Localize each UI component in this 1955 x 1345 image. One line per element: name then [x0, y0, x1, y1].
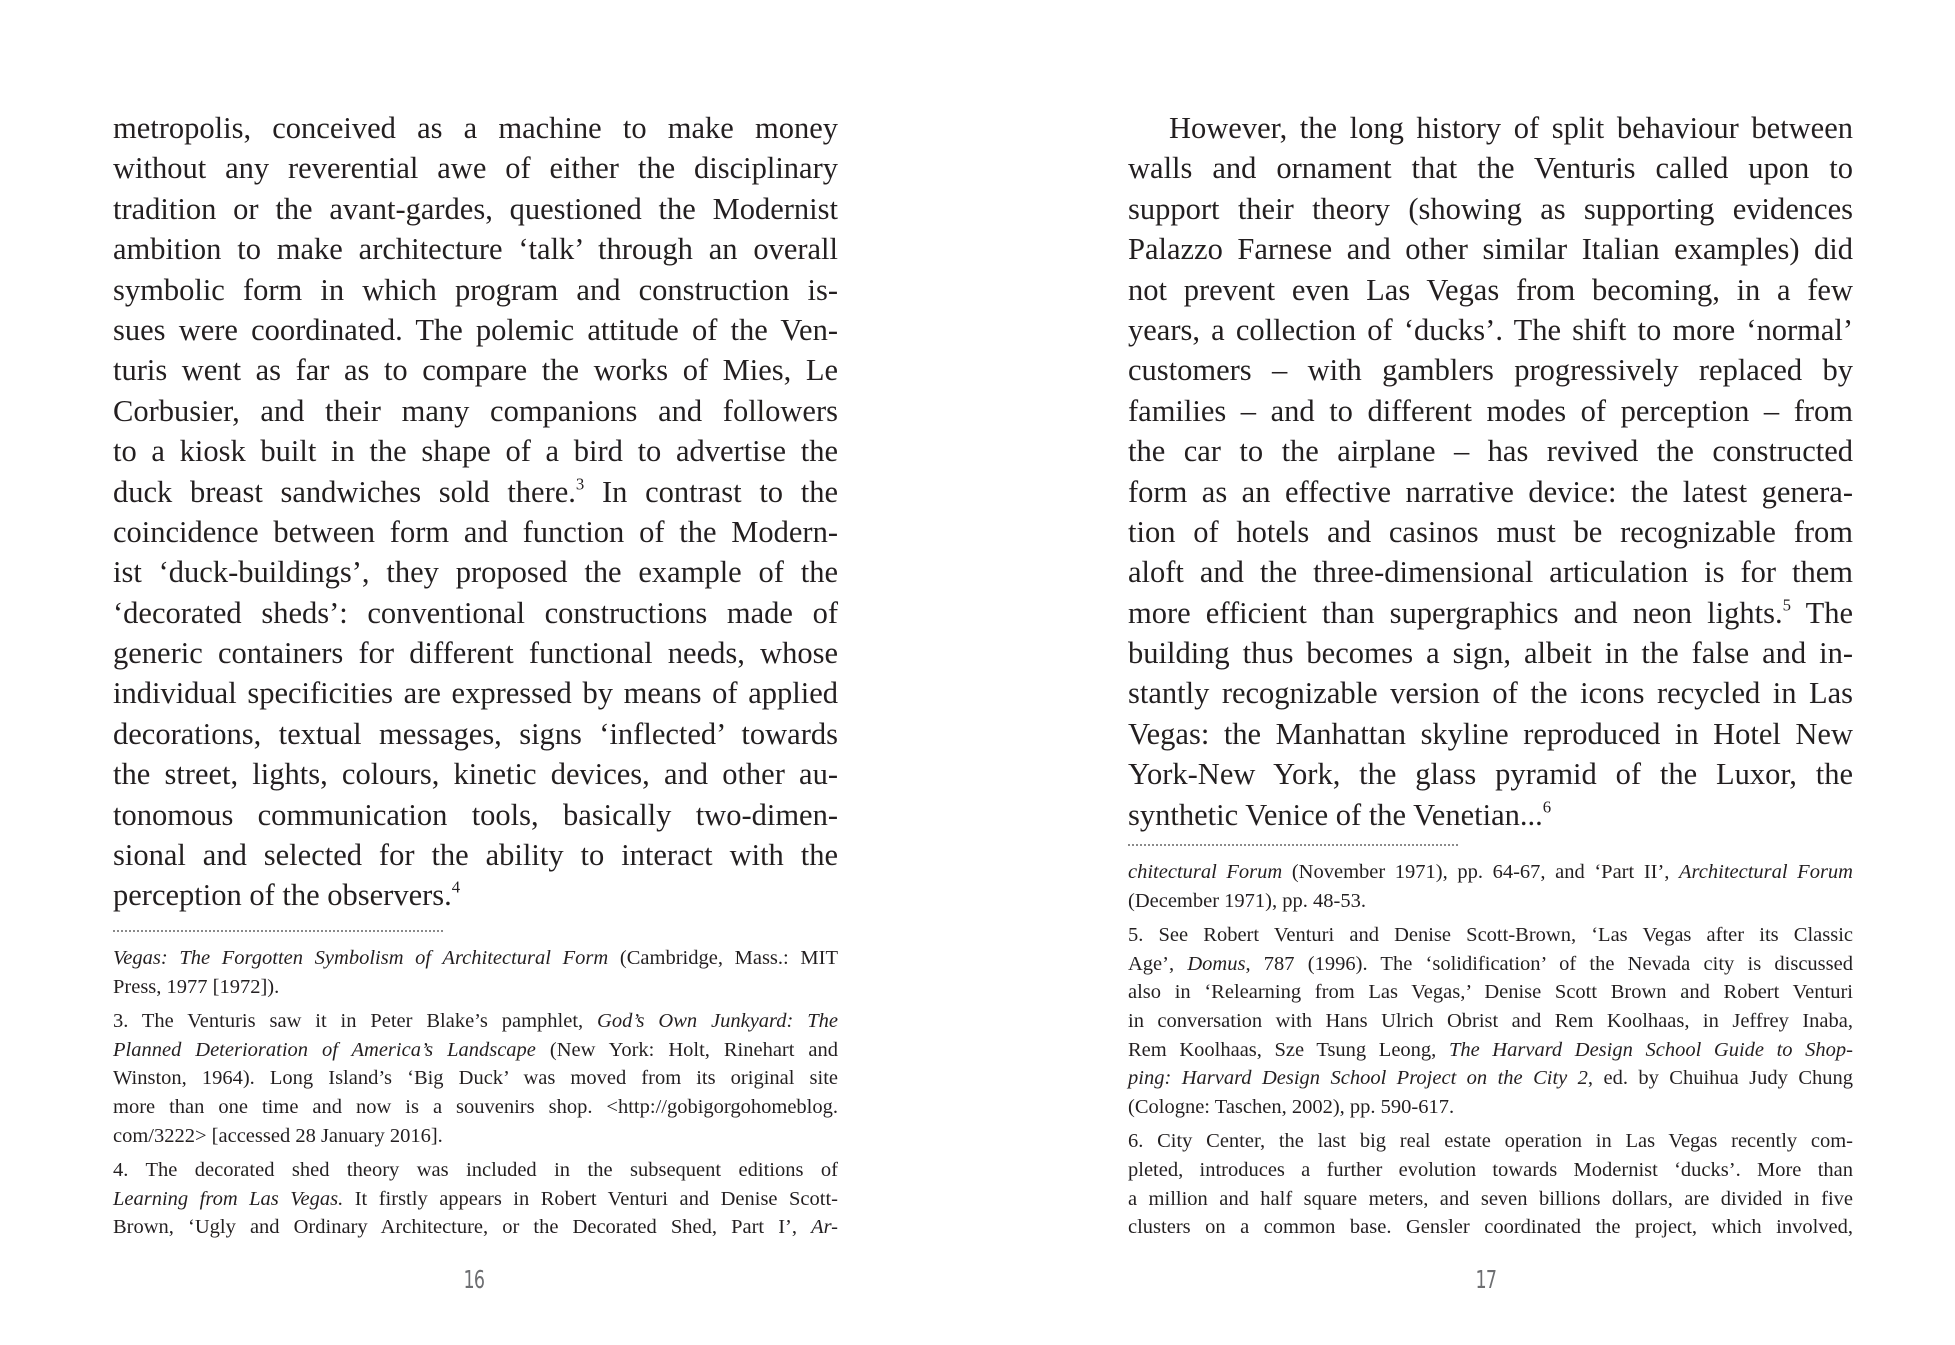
footnotes — [113, 944, 838, 1248]
note-line: (Cologne: Taschen, 2002), pp. 590-617. — [1128, 1095, 1455, 1118]
note-line — [113, 1036, 838, 1065]
italic-title: Domus — [1187, 952, 1246, 975]
text-line: sues were coordinated. The polemic attitude of the Ven- — [113, 312, 838, 347]
text-segment: It firstly appears in Robert Venturi and Denise Scott- — [343, 1187, 838, 1210]
text-segment: Age’, — [1128, 952, 1188, 975]
text-segment: Rem Koolhaas, Sze Tsung Leong, — [1128, 1038, 1449, 1061]
note-line — [1128, 1036, 1853, 1065]
text-line: walls and ornament that the Venturis called upon to — [1128, 151, 1853, 186]
text-segment: more efficient than supergraphics and neon lights. — [1128, 595, 1783, 630]
text-line: decorations, textual messages, signs ‘inflected’ towards — [113, 716, 838, 751]
text-line: turis went as far as to compare the works of Mies, Le — [113, 353, 838, 388]
text-line: However, the long history of split behaviour between — [1169, 111, 1853, 145]
text-line: tion of hotels and casinos must be recognizable from — [1128, 514, 1853, 549]
footnote-ref-3[interactable]: 3 — [575, 473, 585, 493]
italic-title: Architectural Forum — [1679, 861, 1853, 883]
text-line: the street, lights, colours, kinetic devices, and other au- — [113, 757, 838, 792]
footnote-6 — [1128, 1127, 1853, 1241]
note-line: 5. See Robert Venturi and Denise Scott-Brown, ‘Las Vegas after its Classic — [1128, 924, 1853, 947]
text-segment: (Cambridge, Mass.: MIT — [608, 947, 838, 969]
text-segment: duck breast sandwiches sold there. — [113, 474, 576, 509]
footnote-5 — [1128, 921, 1853, 1121]
text-line: ambition to make architecture ‘talk’ through an overall — [113, 232, 838, 267]
text-line: individual specificities are expressed by means of applied — [113, 676, 838, 711]
italic-title: The Harvard Design School Guide to Shop- — [1448, 1038, 1854, 1061]
text-segment: (New York: Holt, Rinehart and — [535, 1038, 838, 1061]
italic-title: ping: Harvard Design School Project on the City 2 — [1128, 1067, 1588, 1090]
note-line: also in ‘Relearning from Las Vegas,’ Denise Scott Brown and Robert Venturi — [1128, 981, 1853, 1004]
footnote-ref-6[interactable]: 6 — [1542, 797, 1552, 817]
text-line: families – and to different modes of perception – from — [1128, 393, 1853, 428]
text-line: ‘decorated sheds’: conventional constructions made of — [113, 595, 838, 630]
right-page — [977, 0, 1955, 1345]
footnote-4 — [113, 1156, 838, 1242]
text-line: support their theory (showing as supporting evidences — [1128, 191, 1853, 226]
text-line: aloft and the three-dimensional articulation is for them — [1128, 555, 1853, 590]
text-segment: , ed. by Chuihua Judy Chung — [1587, 1067, 1854, 1090]
body-text — [1128, 108, 1853, 835]
text-segment: Brown, ‘Ugly and Ordinary Architecture, or the Decorated Shed, Part I’, — [113, 1216, 812, 1239]
text-line: without any reverential awe of either the disciplinary — [113, 151, 838, 186]
text-line: to a kiosk built in the shape of a bird to advertise the — [113, 434, 838, 469]
footnote-ref-4[interactable]: 4 — [451, 877, 461, 897]
page-number: 16 — [463, 1265, 485, 1294]
footnote-separator — [1128, 844, 1458, 846]
italic-title: God’s Own Junkyard: The — [597, 1010, 838, 1033]
text-line: generic containers for different functional needs, whose — [113, 636, 838, 671]
footnote-ref-5[interactable]: 5 — [1782, 595, 1791, 615]
text-line: tradition or the avant-gardes, questioned the Modernist — [113, 191, 838, 226]
text-segment: synthetic Venice of the Venetian... — [1128, 797, 1543, 832]
text-line: metropolis, conceived as a machine to make money — [113, 111, 838, 145]
note-line — [113, 1213, 838, 1242]
text-segment: , 787 (1996). The ‘solidification’ of the Nevada city is discussed — [1245, 952, 1853, 975]
note-line — [1128, 858, 1853, 887]
text-line: coincidence between form and function of the Modern- — [113, 514, 838, 549]
note-line — [113, 1007, 838, 1036]
footnote-continued — [113, 944, 838, 1001]
text-line: ist ‘duck-buildings’, they proposed the example of the — [113, 555, 838, 590]
note-line: 4. The decorated shed theory was included in the subsequent editions of — [113, 1159, 838, 1182]
text-line: Palazzo Farnese and other similar Italian examples) did — [1128, 232, 1853, 267]
italic-title: Planned Deterioration of America’s Landscape — [113, 1038, 536, 1061]
italic-title: chitectural Forum — [1128, 861, 1283, 883]
text-line: Vegas: the Manhattan skyline reproduced in Hotel New — [1128, 716, 1853, 751]
footnotes — [1128, 858, 1853, 1248]
text-segment: 3. The Venturis saw it in Peter Blake’s pamphlet, — [113, 1010, 598, 1033]
note-line: Winston, 1964). Long Island’s ‘Big Duck’ was moved from its original site — [113, 1067, 838, 1090]
footnote-separator — [113, 930, 443, 932]
note-line: clusters on a common base. Gensler coordinated the project, which involved, — [1128, 1216, 1853, 1239]
text-segment: perception of the observers. — [113, 878, 452, 913]
italic-title: Ar- — [811, 1216, 838, 1239]
italic-title: Learning from Las Vegas. — [113, 1187, 344, 1210]
body-text — [113, 108, 838, 916]
text-line: Corbusier, and their many companions and followers — [113, 393, 838, 428]
text-line: years, a collection of ‘ducks’. The shift to more ‘normal’ — [1128, 312, 1853, 347]
text-line: York-New York, the glass pyramid of the Luxor, the — [1128, 757, 1853, 792]
note-line — [113, 1185, 838, 1214]
note-line: com/3222> [accessed 28 January 2016]. — [113, 1124, 443, 1147]
text-segment: (November 1971), pp. 64-67, and ‘Part II’, — [1282, 861, 1680, 883]
note-line: (December 1971), pp. 48-53. — [1128, 889, 1366, 912]
note-line: pleted, introduces a further evolution towards Modernist ‘ducks’. More than — [1128, 1158, 1853, 1181]
text-line: stantly recognizable version of the icons recycled in Las — [1128, 676, 1853, 711]
text-line: customers – with gamblers progressively replaced by — [1128, 353, 1853, 388]
note-line[interactable]: more than one time and now is a souvenirs shop. <http://gobigorgohomeblog. — [113, 1095, 838, 1118]
note-line: Press, 1977 [1972]). — [113, 975, 280, 998]
text-line — [113, 875, 838, 915]
text-line: symbolic form in which program and construction is- — [113, 272, 838, 307]
text-line — [113, 472, 838, 512]
text-segment: The — [1790, 595, 1853, 630]
text-line: sional and selected for the ability to interact with the — [113, 838, 838, 873]
note-line — [113, 944, 838, 973]
text-line: form as an effective narrative device: the latest genera- — [1128, 474, 1853, 509]
left-page — [0, 0, 977, 1345]
text-line: building thus becomes a sign, albeit in the false and in- — [1128, 636, 1853, 671]
note-line: a million and half square meters, and seven billions dollars, are divided in five — [1128, 1187, 1853, 1210]
text-line: the car to the airplane – has revived the constructed — [1128, 434, 1853, 469]
footnote-3 — [113, 1007, 838, 1150]
text-line: not prevent even Las Vegas from becoming, in a few — [1128, 272, 1853, 307]
text-line — [1128, 795, 1853, 835]
text-line: tonomous communication tools, basically two-dimen- — [113, 797, 838, 832]
note-line — [1128, 1064, 1853, 1093]
note-line — [1128, 950, 1853, 979]
text-line — [1128, 593, 1853, 633]
italic-title: Vegas: The Forgotten Symbolism of Architectural Form — [113, 947, 609, 969]
footnote-continued — [1128, 858, 1853, 915]
note-line: 6. City Center, the last big real estate operation in Las Vegas recently com- — [1128, 1130, 1853, 1153]
text-segment: In contrast to the — [584, 474, 838, 509]
page-number: 17 — [1475, 1265, 1497, 1294]
note-line: in conversation with Hans Ulrich Obrist and Rem Koolhaas, in Jeffrey Inaba, — [1128, 1009, 1853, 1032]
